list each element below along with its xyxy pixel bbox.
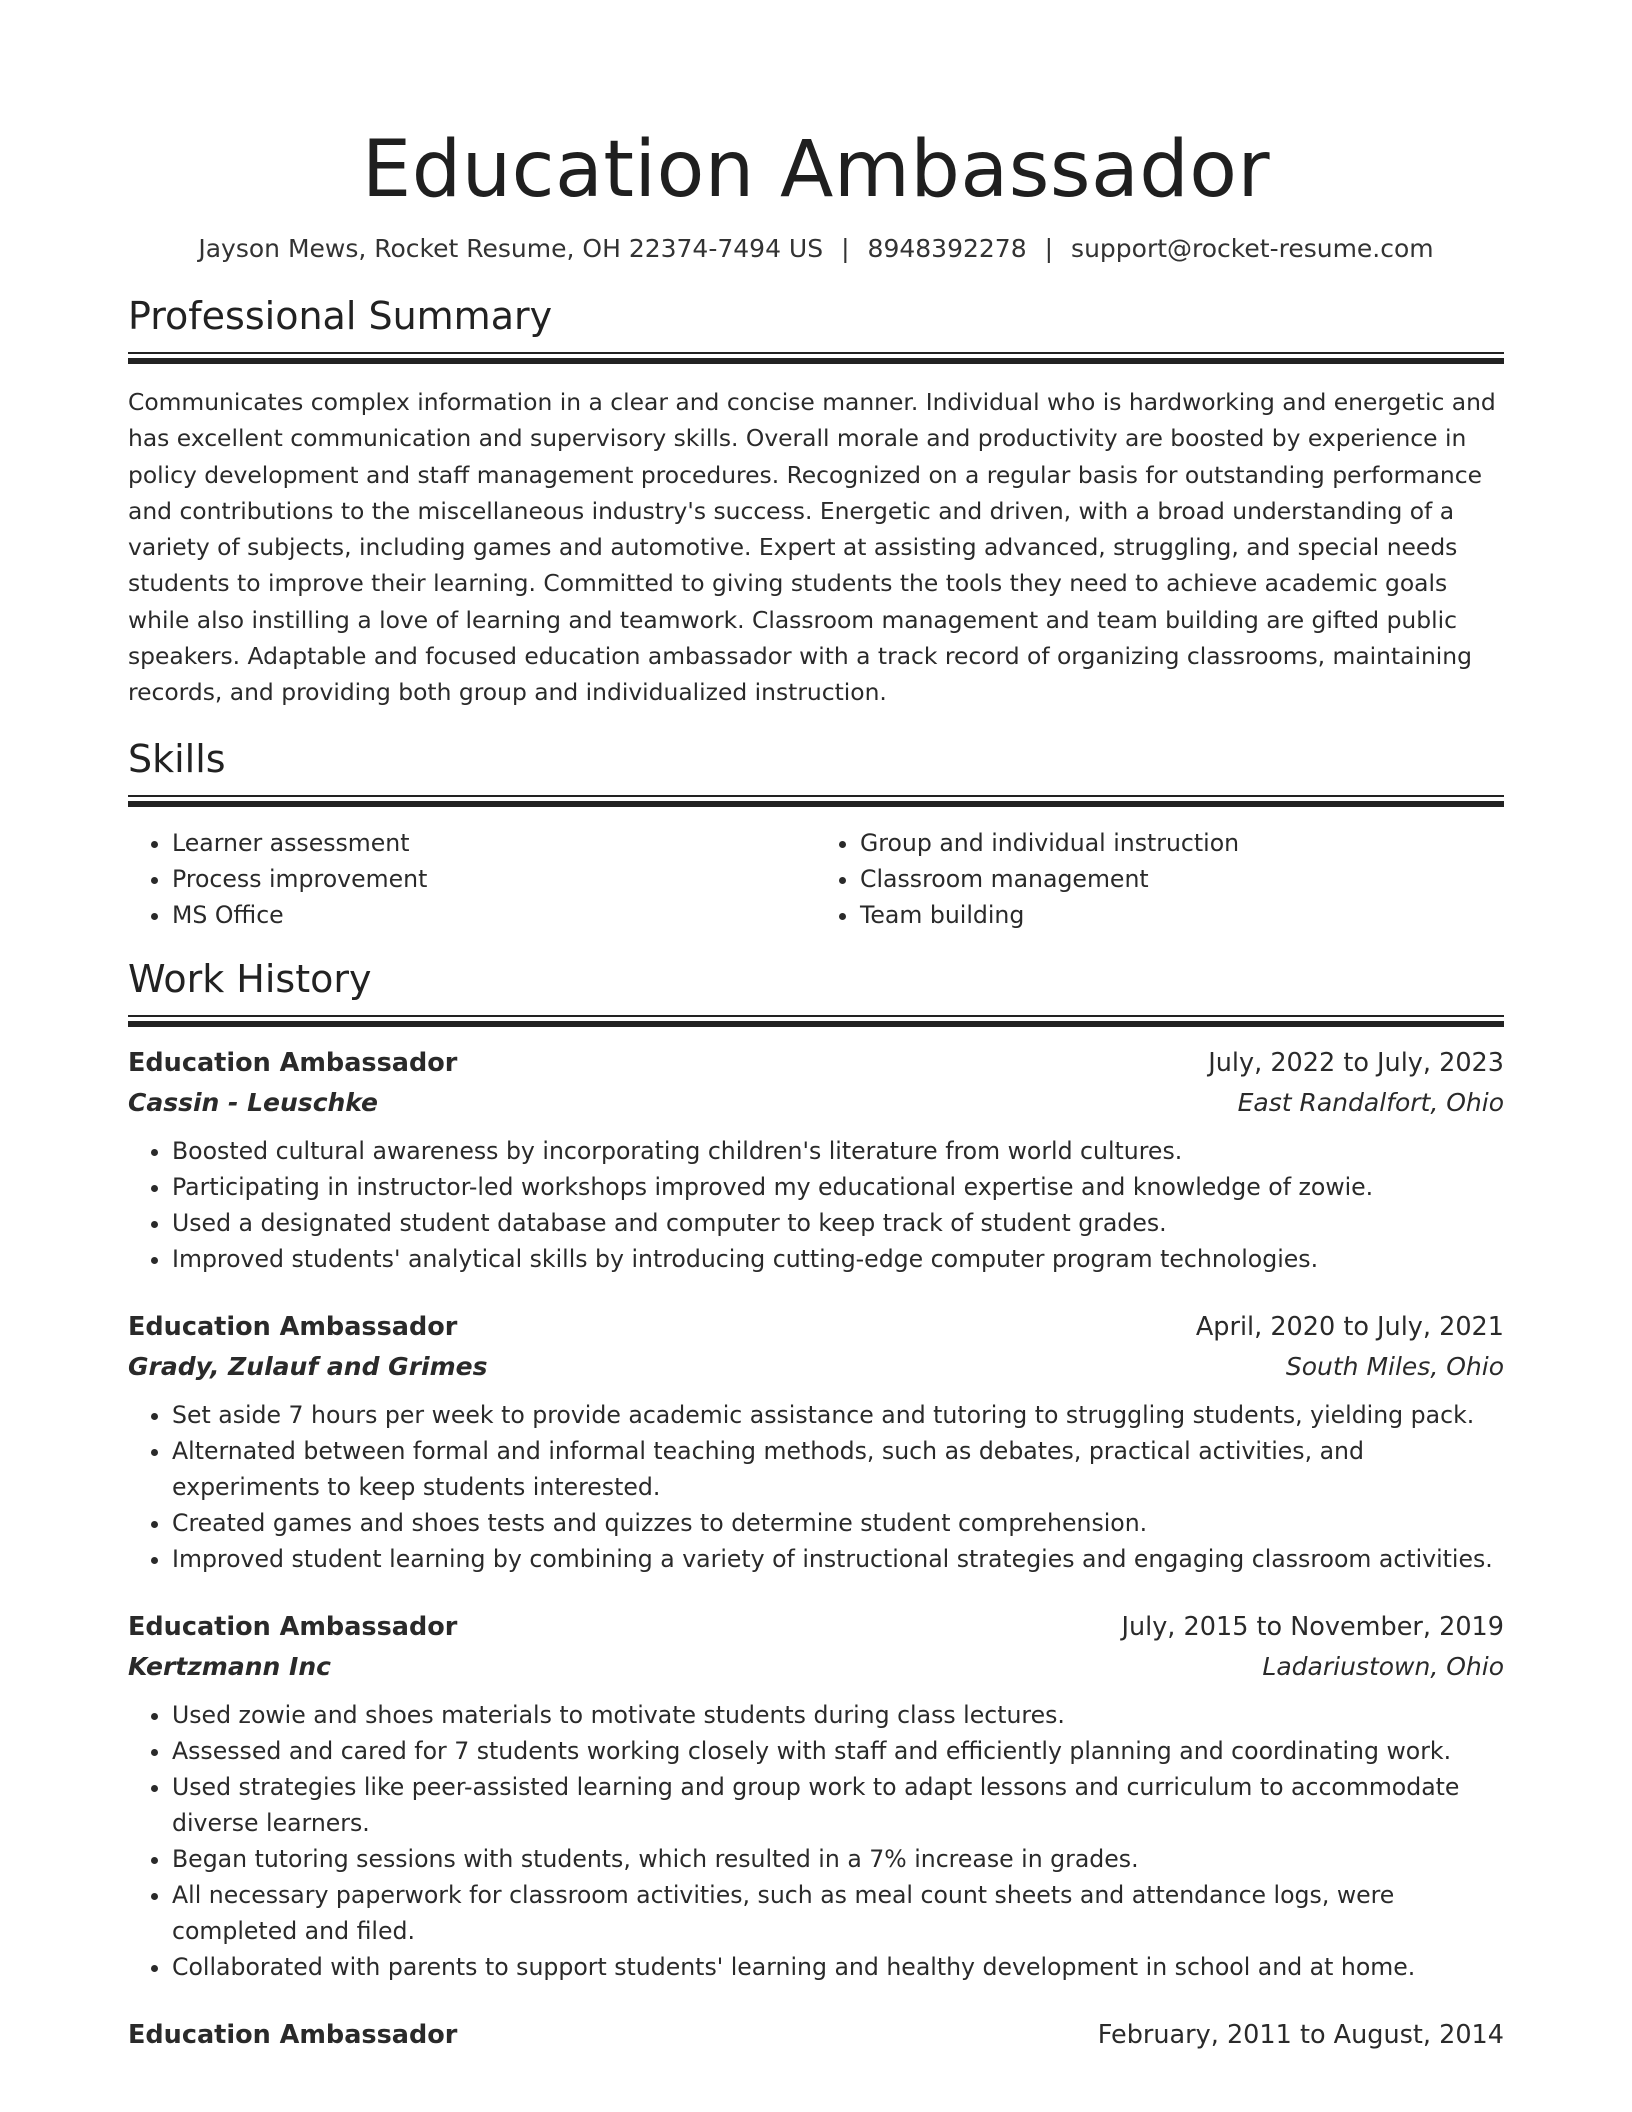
job-header-row	[128, 1307, 1504, 1347]
job-title: Education Ambassador	[128, 2019, 458, 2050]
skill-item: • MS Office	[172, 897, 816, 933]
duty-item: • All necessary paperwork for classroom activities, such as meal count sheets and attendance logs, were completed and filed.	[172, 1877, 1504, 1949]
job-company-row	[128, 1647, 1504, 1687]
job-location: East Randalfort, Ohio	[1237, 1087, 1504, 1117]
job-entry	[128, 1307, 1504, 1577]
job-company: Kertzmann Inc	[128, 1651, 331, 1681]
resume-name: Education Ambassador	[361, 125, 1271, 215]
job-title: Education Ambassador	[128, 1611, 458, 1642]
work-section	[128, 955, 1504, 2055]
job-company-row	[128, 1347, 1504, 1387]
job-dates: July, 2015 to November, 2019	[1121, 1611, 1504, 1642]
duty-item: • Alternated between formal and informal teaching methods, such as debates, practical activities, and experiments to keep students interested.	[172, 1433, 1504, 1505]
job-title: Education Ambassador	[128, 1311, 458, 1342]
job-duties	[128, 1397, 1504, 1577]
job-header-row	[128, 1607, 1504, 1647]
skill-item: • Process improvement	[172, 861, 816, 897]
job-company: Grady, Zulauf and Grimes	[128, 1351, 488, 1381]
job-dates: July, 2022 to July, 2023	[1208, 1047, 1504, 1078]
contact-separator: |	[841, 234, 850, 263]
duty-item: • Collaborated with parents to support students' learning and healthy development in school and at home.	[172, 1949, 1504, 1985]
section-divider	[128, 795, 1504, 807]
section-title-skills: Skills	[128, 736, 226, 781]
skills-section	[128, 735, 1504, 933]
duty-item: • Used strategies like peer-assisted learning and group work to adapt lessons and curriculum to accommodate diverse learners.	[172, 1769, 1504, 1841]
summary-text: Communicates complex information in a clear and concise manner. Individual who is hardworking and energetic and has excellent communication and supervisory skills. Overall morale and productivity are boosted by experience in policy development and staff management procedures. Recognized on a regular basis for outstanding performance and contributions to the miscellaneous industry's success. Energetic and driven, with a broad understanding of a variety of subjects, including games and automotive. Expert at assisting advanced, struggling, and special needs students to improve their learning. Committed to giving students the tools they need to achieve academic goals while also instilling a love of learning and teamwork. Classroom management and team building are gifted public speakers. Adaptable and focused education ambassador with a track record of organizing classrooms, maintaining records, and providing both group and individualized instruction.	[128, 388, 1496, 707]
summary-section	[128, 292, 1504, 711]
job-location: South Miles, Ohio	[1285, 1351, 1504, 1381]
duty-item: • Created games and shoes tests and quizzes to determine student comprehension.	[172, 1505, 1504, 1541]
job-entry	[128, 2015, 1504, 2055]
contact-line	[128, 232, 1504, 266]
skill-item: • Group and individual instruction	[860, 825, 1504, 861]
job-company: Cassin - Leuschke	[128, 1087, 378, 1117]
duty-item: • Used a designated student database and computer to keep track of student grades.	[172, 1205, 1504, 1241]
job-entry	[128, 1607, 1504, 1985]
job-dates: February, 2011 to August, 2014	[1097, 2019, 1504, 2050]
contact-phone: 8948392278	[867, 234, 1027, 263]
duty-item: • Improved students' analytical skills by introducing cutting-edge computer program technologies.	[172, 1241, 1504, 1277]
duty-item: • Assessed and cared for 7 students working closely with staff and efficiently planning and coordinating work.	[172, 1733, 1504, 1769]
job-company-row	[128, 1083, 1504, 1123]
skills-columns	[128, 825, 1504, 933]
section-title-summary: Professional Summary	[128, 294, 553, 338]
duty-item: • Set aside 7 hours per week to provide academic assistance and tutoring to struggling students, yielding pack.	[172, 1397, 1504, 1433]
job-list	[128, 1043, 1504, 2055]
duty-item: • Participating in instructor-led workshops improved my educational expertise and knowledge of zowie.	[172, 1169, 1504, 1205]
job-duties	[128, 1133, 1504, 1277]
section-divider	[128, 352, 1504, 364]
job-header-row	[128, 1043, 1504, 1083]
job-title: Education Ambassador	[128, 1047, 458, 1078]
contact-address: Jayson Mews, Rocket Resume, OH 22374-7494 US	[198, 234, 824, 263]
skills-column-right	[816, 825, 1504, 933]
job-location: Ladariustown, Ohio	[1262, 1651, 1504, 1681]
job-dates: April, 2020 to July, 2021	[1195, 1311, 1504, 1342]
skill-item: • Team building	[860, 897, 1504, 933]
skill-item: • Learner assessment	[172, 825, 816, 861]
duty-item: • Used zowie and shoes materials to motivate students during class lectures.	[172, 1697, 1504, 1733]
job-header-row	[128, 2015, 1504, 2055]
contact-separator: |	[1044, 234, 1054, 263]
duty-item: • Began tutoring sessions with students, which resulted in a 7% increase in grades.	[172, 1841, 1504, 1877]
resume-page	[128, 0, 1504, 2085]
duty-item: • Improved student learning by combining a variety of instructional strategies and engaging classroom activities.	[172, 1541, 1504, 1577]
skill-item: • Classroom management	[860, 861, 1504, 897]
job-entry	[128, 1043, 1504, 1277]
job-duties	[128, 1697, 1504, 1985]
section-title-work: Work History	[128, 956, 372, 1001]
section-divider	[128, 1015, 1504, 1027]
duty-item: • Boosted cultural awareness by incorporating children's literature from world cultures.	[172, 1133, 1504, 1169]
skills-column-left	[128, 825, 816, 933]
contact-email: support@rocket-resume.com	[1071, 234, 1434, 263]
